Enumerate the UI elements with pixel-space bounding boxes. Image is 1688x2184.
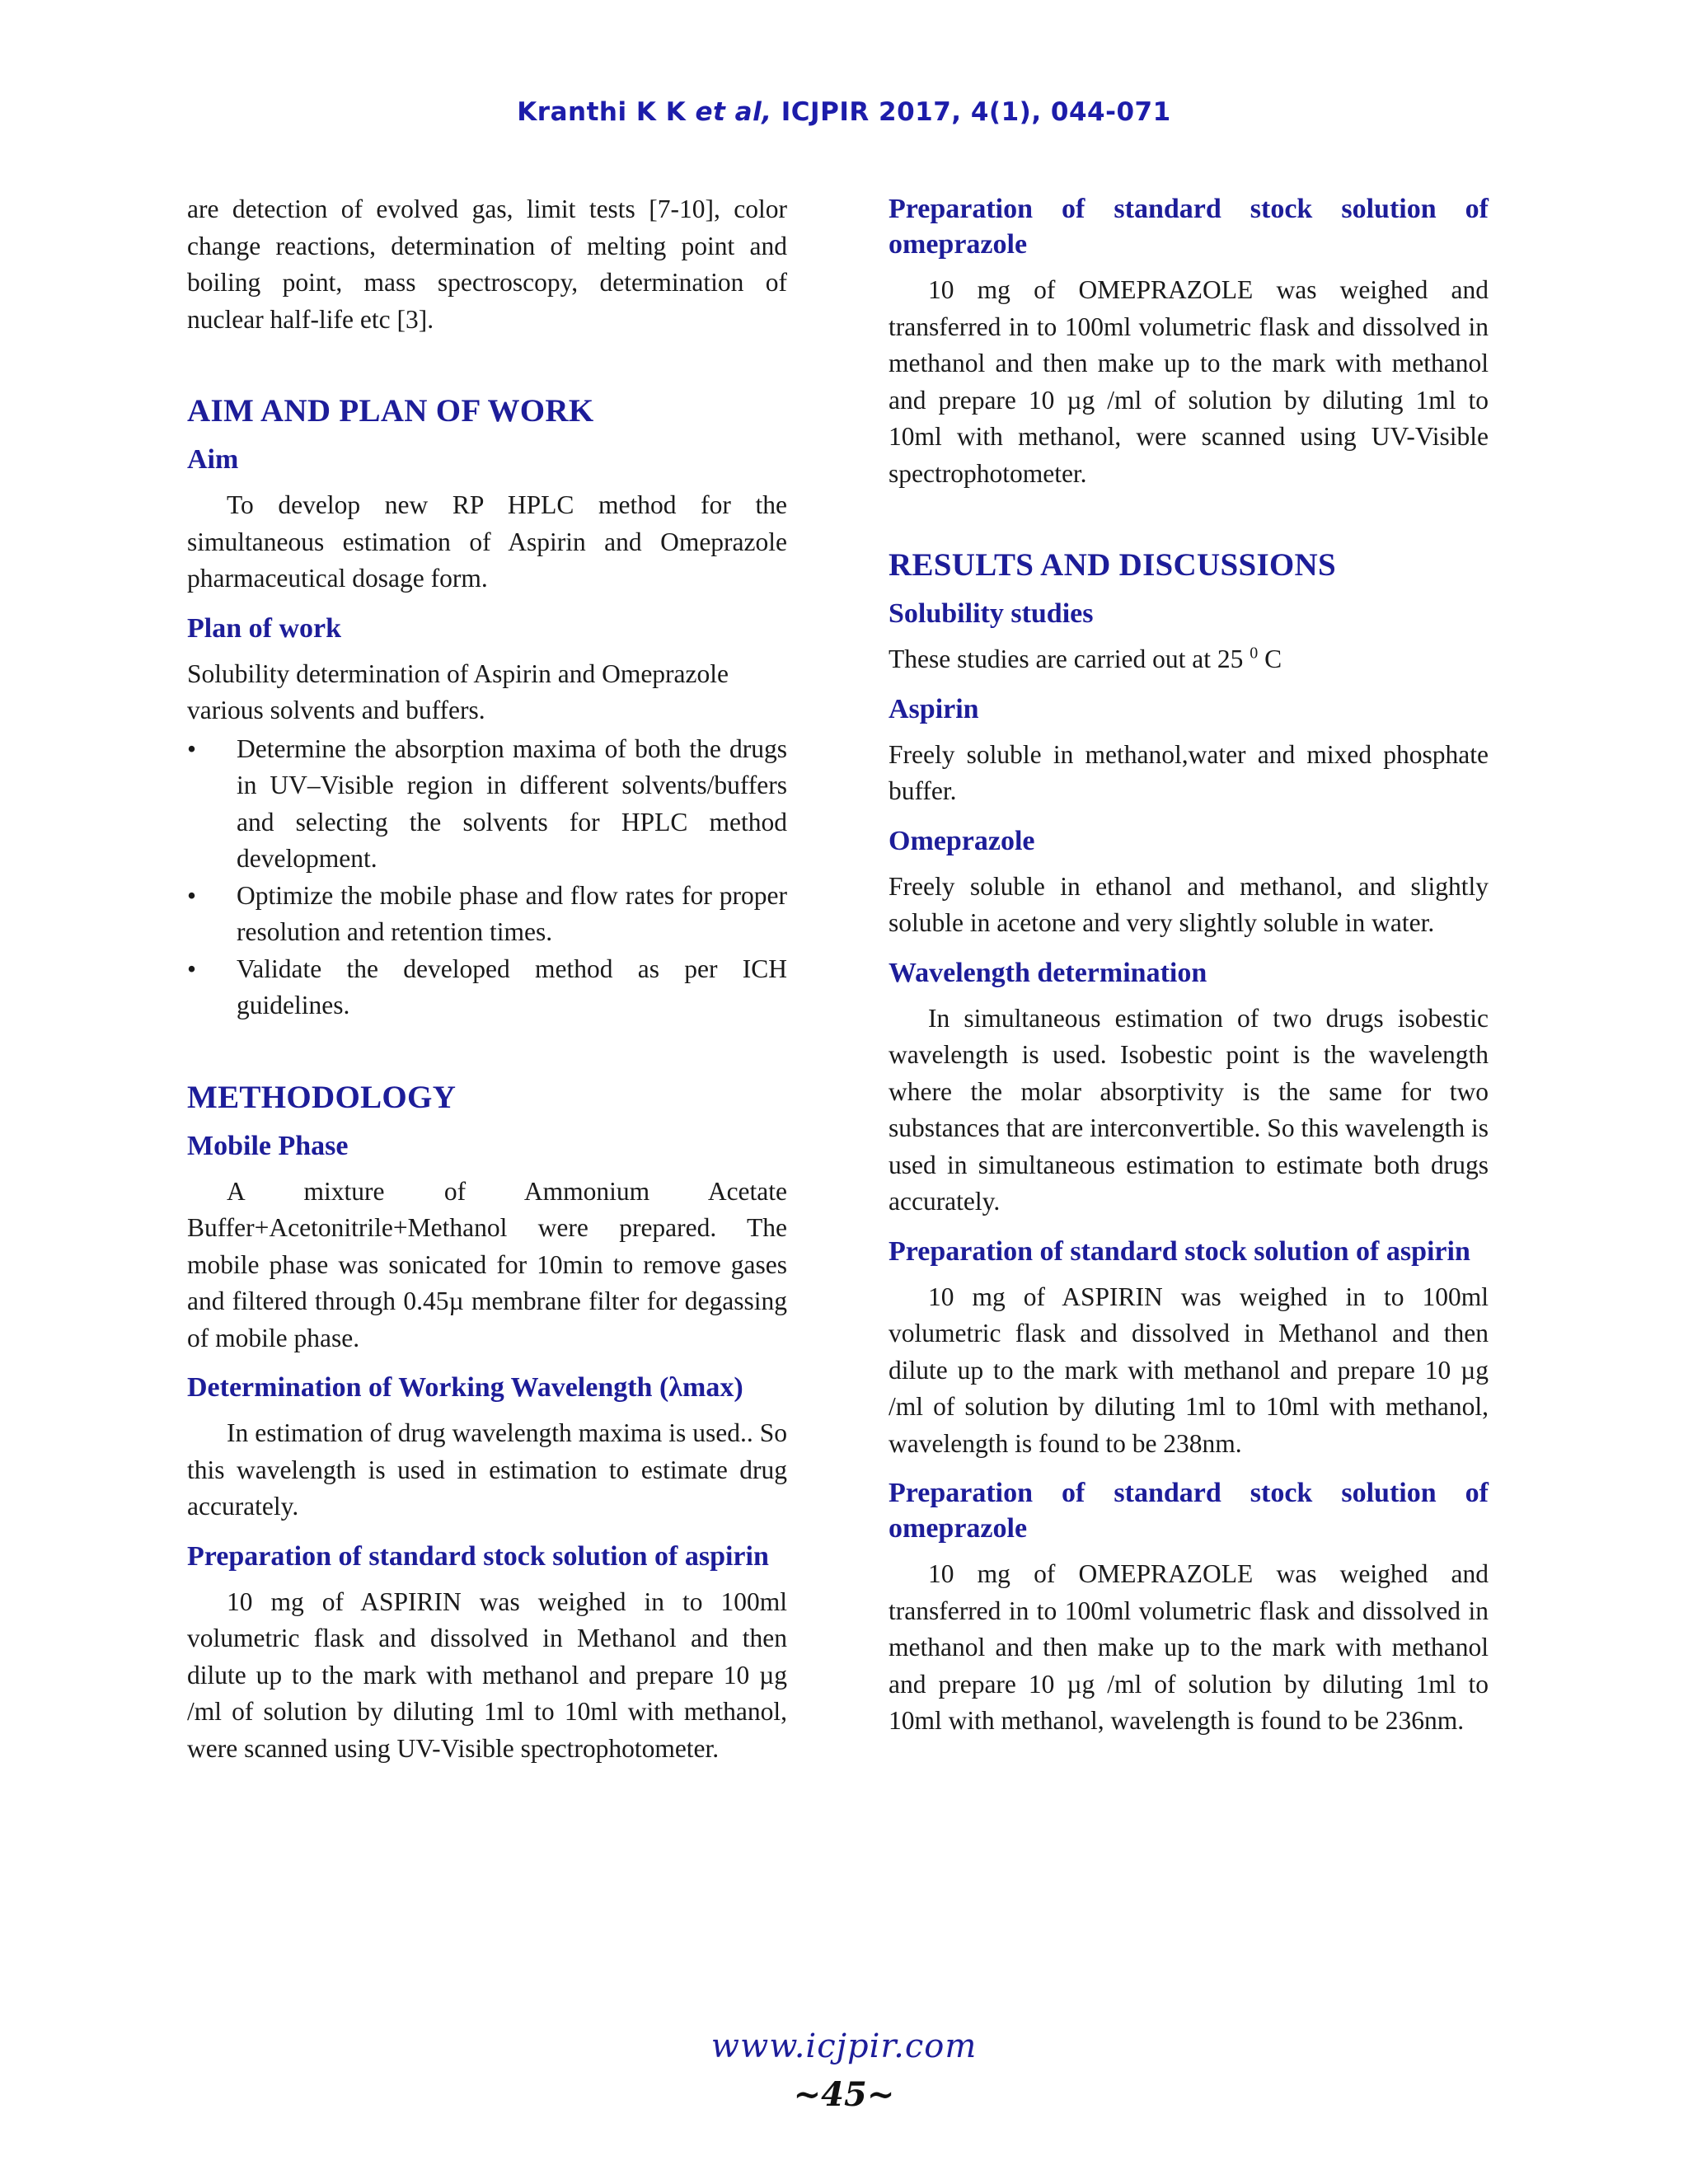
omeprazole-stock2-paragraph: 10 mg of OMEPRAZOLE was weighed and transferred in to 100ml volumetric flask and dissolved in methanol and then make up to the mark with methanol and prepare 10 µg /ml of solution by diluting 1ml to 10ml with methanol, wavelength is found to be 236nm.	[889, 1559, 1489, 1735]
plan-list	[187, 731, 787, 1024]
omeprazole-paragraph: Freely soluble in ethanol and methanol, and slightly soluble in acetone and very slightly soluble in water.	[889, 871, 1489, 937]
mobile-phase-heading: Mobile Phase	[187, 1130, 349, 1161]
header-authors: Kranthi K K	[517, 97, 696, 127]
wavelength-heading: Determination of Working Wavelength (λmax)	[187, 1372, 743, 1403]
plan-list-item	[187, 731, 787, 878]
degree-superscript: 0	[1250, 644, 1259, 663]
wavelength-determination-paragraph: In simultaneous estimation of two drugs isobestic wavelength is used. Isobestic point is the wavelength where the molar absorptivity is the same for two substances that are interconvertible. So this wavelength is used in simultaneous estimation to estimate both drugs accurately.	[889, 1003, 1489, 1216]
methodology-heading: METHODOLOGY	[187, 1079, 457, 1115]
results-heading: RESULTS AND DISCUSSIONS	[889, 547, 1337, 583]
omeprazole-heading: Omeprazole	[889, 825, 1035, 856]
wavelength-paragraph: In estimation of drug wavelength maxima is used.. So this wavelength is used in estimation to estimate drug accurately.	[187, 1418, 787, 1521]
aspirin-paragraph: Freely soluble in methanol,water and mixed phosphate buffer.	[889, 739, 1489, 805]
bullet-icon: •	[187, 880, 197, 910]
omeprazole-stock-paragraph: 10 mg of OMEPRAZOLE was weighed and transferred in to 100ml volumetric flask and dissolved in methanol and then make up to the mark with methanol and prepare 10 µg /ml of solution by diluting 1ml to 10ml with methanol, were scanned using UV-Visible spectrophotometer.	[889, 275, 1489, 488]
aim-heading: Aim	[187, 444, 239, 475]
running-header	[0, 97, 1688, 127]
page-number: ~45~	[793, 2075, 895, 2114]
aspirin-stock2-heading: Preparation of standard stock solution of aspirin	[889, 1235, 1470, 1267]
plan-list-item	[187, 951, 787, 1024]
left-column	[187, 191, 787, 1767]
plan-paragraph: Solubility determination of Aspirin and Omeprazole various solvents and buffers.	[187, 658, 729, 724]
aspirin-stock-heading: Preparation of standard stock solution of aspirin	[187, 1540, 769, 1572]
header-etal: et al,	[695, 97, 772, 127]
plan-item-text: Determine the absorption maxima of both the drugs in UV–Visible region in different solvents/buffers and selecting the solvents for HPLC method development.	[237, 733, 787, 873]
header-journal: ICJPIR 2017, 4(1), 044-071	[771, 97, 1171, 127]
bullet-icon: •	[187, 954, 197, 983]
mobile-phase-paragraph: A mixture of Ammonium Acetate Buffer+Acetonitrile+Methanol were prepared. The mobile phase was sonicated for 10min to remove gases and filtered through 0.45µ membrane filter for degassing of mobile phase.	[187, 1176, 787, 1352]
aim-plan-heading: AIM AND PLAN OF WORK	[187, 393, 594, 429]
aim-paragraph: To develop new RP HPLC method for the simultaneous estimation of Aspirin and Omeprazole pharmaceutical dosage form.	[187, 490, 787, 593]
aspirin-stock-paragraph: 10 mg of ASPIRIN was weighed in to 100ml volumetric flask and dissolved in Methanol and then dilute up to the mark with methanol and prepare 10 µg /ml of solution by diluting 1ml to 10ml with methanol, were scanned using UV-Visible spectrophotometer.	[187, 1586, 787, 1763]
plan-heading: Plan of work	[187, 612, 341, 644]
aspirin-heading: Aspirin	[889, 693, 979, 724]
right-column	[889, 191, 1489, 1740]
plan-list-item	[187, 878, 787, 951]
plan-item-text: Optimize the mobile phase and flow rates for proper resolution and retention times.	[237, 880, 787, 946]
intro-paragraph: are detection of evolved gas, limit tests [7-10], color change reactions, determination of melting point and boiling point, mass spectroscopy, determination of nuclear half-life etc [3].	[187, 194, 787, 334]
solubility-heading: Solubility studies	[889, 598, 1094, 629]
plan-item-text: Validate the developed method as per ICH guidelines.	[237, 954, 787, 1019]
footer-url-link[interactable]: www.icjpir.com	[710, 2027, 978, 2065]
bullet-icon: •	[187, 733, 197, 763]
omeprazole-stock-heading: Preparation of standard stock solution of omeprazole	[889, 194, 1489, 260]
wavelength-determination-heading: Wavelength determination	[889, 957, 1207, 988]
solubility-text: These studies are carried out at 25	[889, 644, 1250, 673]
solubility-unit: C	[1258, 644, 1282, 673]
solubility-paragraph	[889, 641, 1489, 678]
omeprazole-stock2-heading: Preparation of standard stock solution of omeprazole	[889, 1478, 1489, 1544]
aspirin-stock2-paragraph: 10 mg of ASPIRIN was weighed in to 100ml volumetric flask and dissolved in Methanol and then dilute up to the mark with methanol and prepare 10 µg /ml of solution by diluting 1ml to 10ml with methanol, wavelength is found to be 238nm.	[889, 1282, 1489, 1458]
